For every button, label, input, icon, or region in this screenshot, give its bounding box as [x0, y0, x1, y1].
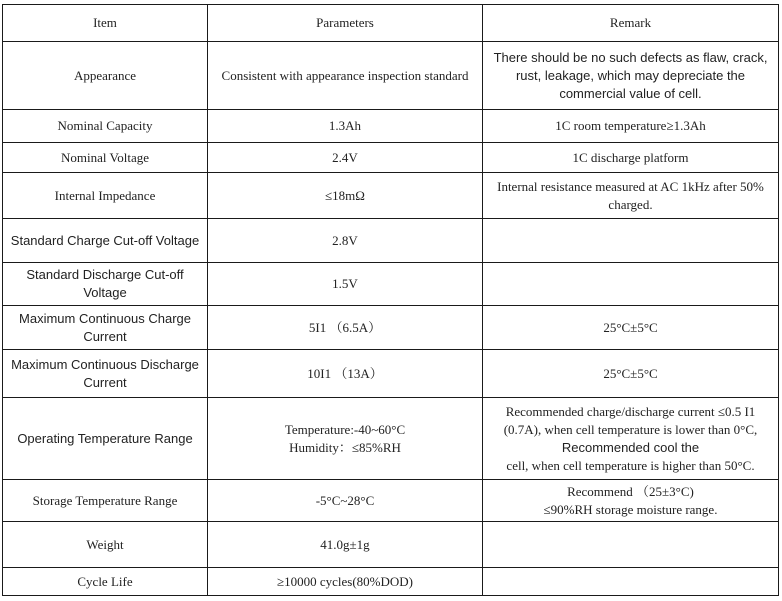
item-cell: Maximum Continuous Charge Current	[3, 306, 208, 350]
parameter-cell: -5°C~28°C	[208, 480, 483, 522]
header-parameters: Parameters	[208, 5, 483, 42]
item-cell: Weight	[3, 522, 208, 568]
parameter-line: Temperature:-40~60°C	[284, 421, 406, 437]
item-cell: Nominal Capacity	[3, 110, 208, 143]
item-cell: Internal Impedance	[3, 173, 208, 219]
parameter-cell: 1.5V	[208, 263, 483, 306]
remark-cell	[483, 219, 779, 263]
table-row	[3, 263, 779, 306]
remark-cell	[483, 522, 779, 568]
item-cell: Standard Charge Cut-off Voltage	[3, 219, 208, 263]
remark-cell: 1C discharge platform	[483, 143, 779, 173]
parameter-cell	[208, 398, 483, 480]
table-row	[3, 219, 779, 263]
remark-line: ≤90%RH storage moisture range.	[543, 501, 718, 517]
remark-line: Recommended cool the	[561, 439, 700, 455]
parameter-cell: 2.8V	[208, 219, 483, 263]
parameter-line: Humidity：≤85%RH	[289, 439, 401, 455]
remark-cell: 25°C±5°C	[483, 306, 779, 350]
table-row	[3, 480, 779, 522]
parameter-cell: 41.0g±1g	[208, 522, 483, 568]
parameter-cell: Consistent with appearance inspection standard	[208, 42, 483, 110]
parameter-cell: 5I1 （6.5A）	[208, 306, 483, 350]
remark-cell	[483, 398, 779, 480]
remark-cell	[483, 480, 779, 522]
remark-cell	[483, 568, 779, 596]
item-cell: Standard Discharge Cut-off Voltage	[3, 263, 208, 306]
item-cell: Operating Temperature Range	[3, 398, 208, 480]
table-row	[3, 306, 779, 350]
table-row	[3, 42, 779, 110]
table-row	[3, 173, 779, 219]
item-cell: Maximum Continuous Discharge Current	[3, 350, 208, 398]
parameter-cell: ≥10000 cycles(80%DOD)	[208, 568, 483, 596]
parameter-cell: 2.4V	[208, 143, 483, 173]
table-row	[3, 522, 779, 568]
item-cell: Appearance	[3, 42, 208, 110]
table-row	[3, 398, 779, 480]
remark-line: Recommend （25±3°C)	[567, 483, 694, 499]
parameter-cell: 10I1 （13A）	[208, 350, 483, 398]
remark-cell	[483, 263, 779, 306]
table-row	[3, 110, 779, 143]
parameter-cell: 1.3Ah	[208, 110, 483, 143]
item-cell: Storage Temperature Range	[3, 480, 208, 522]
item-cell: Nominal Voltage	[3, 143, 208, 173]
table-row	[3, 143, 779, 173]
table-row	[3, 350, 779, 398]
remark-line: cell, when cell temperature is higher than 50°C.	[506, 457, 755, 473]
header-item: Item	[3, 5, 208, 42]
table-row	[3, 568, 779, 596]
remark-cell: There should be no such defects as flaw, crack, rust, leakage, which may depreciate the commercial value of cell.	[483, 42, 779, 110]
item-cell: Cycle Life	[3, 568, 208, 596]
remark-line: Recommended charge/discharge current ≤0.5 I1 (0.7A), when cell temperature is lower than 0°C,	[503, 403, 758, 437]
header-remark: Remark	[483, 5, 779, 42]
remark-cell: 25°C±5°C	[483, 350, 779, 398]
specification-table	[2, 4, 779, 596]
remark-cell: Internal resistance measured at AC 1kHz after 50% charged.	[483, 173, 779, 219]
table-header-row	[3, 5, 779, 42]
remark-cell: 1C room temperature≥1.3Ah	[483, 110, 779, 143]
parameter-cell: ≤18mΩ	[208, 173, 483, 219]
